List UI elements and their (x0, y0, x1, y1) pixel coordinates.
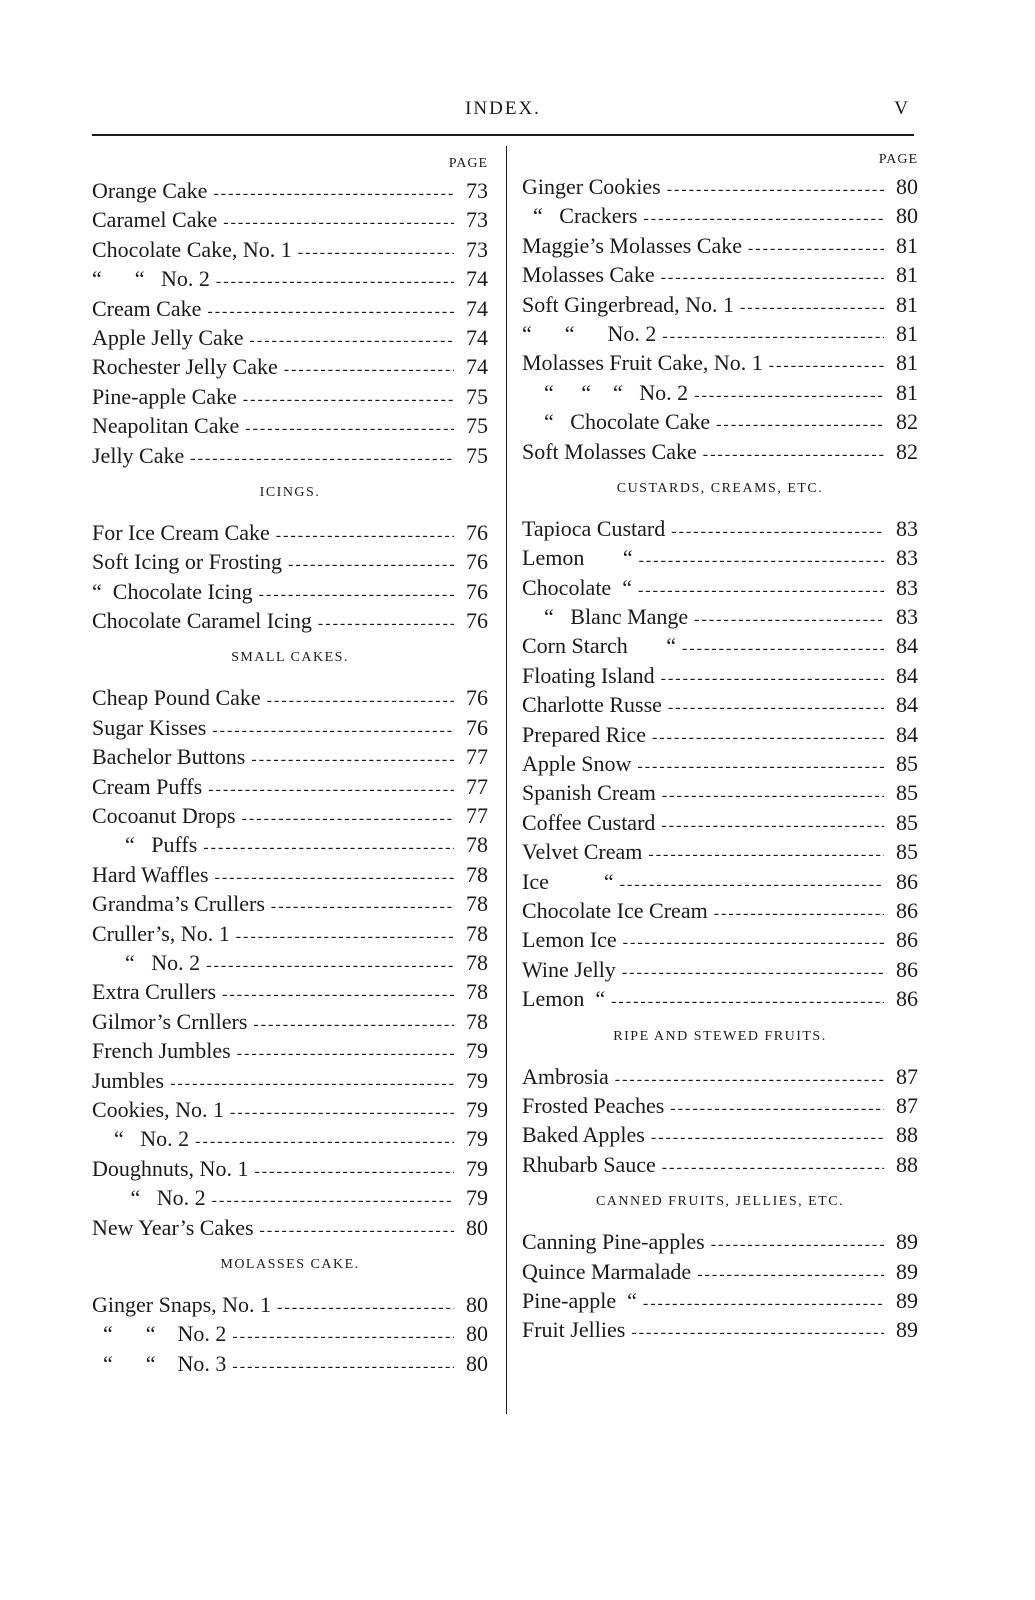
index-entry (92, 264, 488, 293)
entry-page-number: 78 (466, 1008, 488, 1034)
index-entry (92, 411, 488, 440)
entry-name: “ No. 2 (92, 1185, 206, 1211)
index-entry (522, 720, 918, 749)
dot-leader (652, 723, 884, 752)
index-entry (92, 860, 488, 889)
entry-name: Bachelor Buttons (92, 744, 246, 770)
dot-leader (694, 605, 884, 634)
dot-leader (716, 410, 884, 439)
entry-page-number: 78 (466, 861, 488, 887)
entry-name: Cookies, No. 1 (92, 1096, 224, 1122)
entry-page-number: 85 (896, 751, 918, 777)
index-entry (522, 172, 918, 201)
index-entry (92, 176, 488, 205)
right-column (522, 148, 918, 1345)
dot-leader (714, 899, 884, 928)
index-entry (522, 231, 918, 260)
dot-leader (637, 752, 884, 781)
entry-name: “ No. 2 (92, 949, 201, 975)
header-rule (92, 134, 914, 136)
dot-leader (668, 693, 884, 722)
entry-page-number: 85 (896, 780, 918, 806)
index-entry (92, 577, 488, 606)
page-header (92, 98, 914, 128)
index-entry (92, 713, 488, 742)
index-entry (522, 1257, 918, 1286)
entry-name: Caramel Cake (92, 207, 218, 233)
index-entry (92, 294, 488, 323)
dot-leader (638, 576, 884, 605)
page-title: INDEX. (465, 98, 541, 119)
section-heading: CUSTARDS, CREAMS, ETC. (616, 480, 824, 496)
dot-leader (611, 987, 884, 1016)
dot-leader (251, 745, 454, 774)
entry-name: Molasses Cake (522, 262, 655, 288)
dot-leader (254, 1157, 454, 1186)
entry-name: “ “ No. 2 (92, 1321, 227, 1347)
entry-page-number: 83 (896, 604, 918, 630)
dot-leader (703, 440, 884, 469)
entry-name: Spanish Cream (522, 780, 656, 806)
entry-page-number: 78 (466, 891, 488, 917)
entry-page-number: 80 (896, 174, 918, 199)
entry-name: Gilmor’s Crnllers (92, 1008, 248, 1034)
entry-page-number: 74 (466, 266, 488, 292)
entry-name: Ginger Snaps, No. 1 (92, 1291, 272, 1317)
dot-leader (208, 775, 454, 804)
index-entry (92, 235, 488, 264)
index-entry (522, 407, 918, 436)
index-entry (92, 772, 488, 801)
entry-name: Soft Molasses Cake (522, 438, 697, 464)
dot-leader (212, 716, 454, 745)
index-entry (92, 683, 488, 712)
dot-leader (267, 686, 454, 715)
index-entry (92, 382, 488, 411)
index-entry (92, 606, 488, 635)
entry-page-number: 78 (466, 832, 488, 858)
entry-page-number: 81 (896, 320, 918, 346)
entry-page-number: 83 (896, 545, 918, 571)
entry-name: Maggie’s Molasses Cake (522, 232, 742, 258)
index-entry (522, 690, 918, 719)
entry-page-number: 73 (466, 236, 488, 262)
entry-name: Cream Cake (92, 295, 202, 321)
index-entry (522, 378, 918, 407)
entry-name: Molasses Fruit Cake, No. 1 (522, 350, 763, 376)
entry-name: Lemon Ice (522, 927, 617, 953)
dot-leader (661, 664, 884, 693)
entry-name: Ice “ (522, 868, 614, 894)
entry-name: Chocolate Cake, No. 1 (92, 236, 292, 262)
index-entry (522, 661, 918, 690)
dot-leader (253, 1010, 454, 1039)
index-entry (92, 830, 488, 859)
entry-page-number: 76 (466, 685, 488, 711)
index-entry (522, 348, 918, 377)
entry-page-number: 86 (896, 868, 918, 894)
entry-name: “ No. 2 (92, 1126, 190, 1152)
entry-page-number: 81 (896, 350, 918, 376)
entry-page-number: 79 (466, 1126, 488, 1152)
dot-leader (276, 521, 454, 550)
entry-page-number: 89 (896, 1317, 918, 1343)
entry-name: Extra Crullers (92, 979, 217, 1005)
dot-leader (667, 175, 884, 204)
entry-page-number: 73 (466, 207, 488, 233)
entry-page-number: 76 (466, 519, 488, 545)
dot-leader (222, 980, 454, 1009)
entry-name: Fruit Jellies (522, 1317, 626, 1343)
dot-leader (230, 1098, 454, 1127)
dot-leader (697, 1260, 884, 1289)
entry-name: Lemon “ (522, 986, 606, 1012)
entry-name: Lemon “ (522, 545, 633, 571)
entry-name: Ambrosia (522, 1063, 609, 1089)
section-heading: SMALL CAKES. (231, 650, 349, 666)
dot-leader (232, 1352, 454, 1381)
entry-page-number: 78 (466, 949, 488, 975)
entry-page-number: 76 (466, 714, 488, 740)
entry-page-number: 77 (466, 773, 488, 799)
dot-leader (212, 1186, 454, 1215)
section-heading: ICINGS. (259, 484, 321, 500)
index-entry (522, 984, 918, 1013)
entry-page-number: 76 (466, 578, 488, 604)
dot-leader (245, 414, 454, 443)
index-entry (92, 1007, 488, 1036)
index-entry (522, 1315, 918, 1344)
entry-name: Chocolate Caramel Icing (92, 608, 312, 634)
entry-page-number: 82 (896, 438, 918, 464)
entry-name: Jelly Cake (92, 442, 185, 468)
entry-name: Soft Icing or Frosting (92, 549, 283, 575)
dot-leader (170, 1069, 454, 1098)
entry-page-number: 86 (896, 927, 918, 953)
index-entry (92, 889, 488, 918)
dot-leader (651, 1123, 884, 1152)
dot-leader (195, 1127, 454, 1156)
entry-page-number: 77 (466, 803, 488, 829)
dot-leader (623, 928, 884, 957)
entry-name: “ “ No. 3 (92, 1350, 227, 1376)
entry-name: Cream Puffs (92, 773, 203, 799)
entry-name: Pine-apple Cake (92, 383, 237, 409)
entry-page-number: 75 (466, 383, 488, 409)
page-column-label: PAGE (878, 152, 918, 167)
entry-page-number: 88 (896, 1122, 918, 1148)
index-entry (522, 437, 918, 466)
index-entry (522, 925, 918, 954)
entry-name: Cocoanut Drops (92, 803, 236, 829)
entry-page-number: 73 (466, 178, 488, 203)
dot-leader (711, 1230, 884, 1259)
index-entry (92, 1349, 488, 1378)
entry-name: Apple Jelly Cake (92, 324, 244, 350)
index-entry (522, 319, 918, 348)
entry-page-number: 81 (896, 232, 918, 258)
dot-leader (662, 1153, 884, 1182)
index-entry (92, 1319, 488, 1348)
entry-name: Quince Marmalade (522, 1258, 692, 1284)
index-entry (92, 919, 488, 948)
index-entry (522, 1091, 918, 1120)
index-entry (522, 290, 918, 319)
dot-leader (661, 811, 884, 840)
entry-name: Cheap Pound Cake (92, 685, 261, 711)
dot-leader (203, 833, 454, 862)
entry-name: New Year’s Cakes (92, 1214, 254, 1240)
entry-page-number: 80 (466, 1321, 488, 1347)
entry-page-number: 88 (896, 1151, 918, 1177)
dot-leader (250, 326, 454, 355)
dot-leader (215, 863, 454, 892)
index-entry (522, 749, 918, 778)
index-entry (92, 1290, 488, 1319)
entry-page-number: 84 (896, 721, 918, 747)
entry-page-number: 77 (466, 744, 488, 770)
dot-leader (622, 958, 884, 987)
entry-page-number: 75 (466, 442, 488, 468)
dot-leader (277, 1293, 454, 1322)
left-column (92, 152, 488, 1378)
entry-page-number: 80 (466, 1291, 488, 1317)
entry-name: Coffee Custard (522, 809, 656, 835)
index-entry (522, 631, 918, 660)
entry-page-number: 85 (896, 839, 918, 865)
dot-leader (643, 204, 884, 233)
index-entry (92, 441, 488, 470)
entry-page-number: 84 (896, 633, 918, 659)
entry-page-number: 79 (466, 1185, 488, 1211)
dot-leader (242, 804, 454, 833)
entry-name: Sugar Kisses (92, 714, 207, 740)
entry-page-number: 87 (896, 1092, 918, 1118)
dot-leader (769, 351, 884, 380)
index-entry (92, 742, 488, 771)
entry-name: Prepared Rice (522, 721, 646, 747)
dot-leader (670, 1094, 884, 1123)
entry-name: “ Chocolate Icing (92, 578, 253, 604)
index-entry (92, 1213, 488, 1242)
entry-page-number: 81 (896, 262, 918, 288)
dot-leader (288, 550, 454, 579)
dot-leader (661, 263, 884, 292)
index-entry (522, 602, 918, 631)
index-entry (522, 955, 918, 984)
entry-page-number: 78 (466, 920, 488, 946)
index-entry (522, 867, 918, 896)
dot-leader (243, 385, 454, 414)
dot-leader (615, 1065, 884, 1094)
entry-name: Apple Snow (522, 751, 632, 777)
entry-name: “ Puffs (92, 832, 198, 858)
index-entry (522, 1286, 918, 1315)
index-entry (522, 896, 918, 925)
dot-leader (259, 580, 454, 609)
entry-name: Chocolate “ (522, 574, 632, 600)
index-entry (522, 573, 918, 602)
entry-page-number: 86 (896, 956, 918, 982)
entry-name: Tapioca Custard (522, 515, 666, 541)
index-entry (92, 948, 488, 977)
entry-page-number: 82 (896, 409, 918, 435)
entry-page-number: 87 (896, 1063, 918, 1089)
dot-leader (671, 517, 884, 546)
entry-page-number: 83 (896, 574, 918, 600)
entry-name: Rochester Jelly Cake (92, 354, 278, 380)
dot-leader (237, 1039, 454, 1068)
entry-name: Ginger Cookies (522, 174, 661, 199)
entry-page-number: 79 (466, 1038, 488, 1064)
column-divider (506, 146, 507, 1414)
dot-leader (207, 297, 454, 326)
entry-name: For Ice Cream Cake (92, 519, 270, 545)
entry-page-number: 83 (896, 515, 918, 541)
dot-leader (643, 1289, 884, 1318)
index-entry (92, 1183, 488, 1212)
entry-page-number: 74 (466, 324, 488, 350)
dot-leader (298, 238, 454, 267)
entry-page-number: 76 (466, 549, 488, 575)
index-entry (92, 977, 488, 1006)
entry-name: Grandma’s Crullers (92, 891, 265, 917)
entry-name: Cruller’s, No. 1 (92, 920, 230, 946)
dot-leader (213, 179, 454, 208)
index-entry (92, 1036, 488, 1065)
entry-name: Baked Apples (522, 1122, 645, 1148)
index-entry (92, 205, 488, 234)
dot-leader (236, 922, 454, 951)
dot-leader (620, 870, 884, 899)
index-entry (522, 778, 918, 807)
index-entry (522, 1120, 918, 1149)
entry-name: Doughnuts, No. 1 (92, 1155, 249, 1181)
entry-name: Floating Island (522, 662, 655, 688)
index-entry (522, 1150, 918, 1179)
entry-page-number: 78 (466, 979, 488, 1005)
dot-leader (260, 1216, 454, 1245)
index-entry (522, 514, 918, 543)
entry-name: French Jumbles (92, 1038, 231, 1064)
entry-page-number: 81 (896, 291, 918, 317)
dot-leader (748, 234, 884, 263)
section-heading: MOLASSES CAKE. (220, 1256, 360, 1272)
entry-page-number: 86 (896, 986, 918, 1012)
entry-page-number: 79 (466, 1096, 488, 1122)
entry-name: “ Blanc Mange (522, 604, 689, 630)
entry-name: Hard Waffles (92, 861, 209, 887)
entry-name: “ Chocolate Cake (522, 409, 711, 435)
entry-page-number: 84 (896, 692, 918, 718)
entry-name: Soft Gingerbread, No. 1 (522, 291, 735, 317)
entry-name: Charlotte Russe (522, 692, 662, 718)
entry-name: Chocolate Ice Cream (522, 897, 708, 923)
index-entry (92, 547, 488, 576)
dot-leader (662, 322, 884, 351)
dot-leader (648, 840, 884, 869)
dot-leader (662, 781, 884, 810)
dot-leader (318, 609, 454, 638)
entry-name: “ “ No. 2 (92, 266, 210, 292)
page-number: V (894, 98, 908, 119)
entry-page-number: 85 (896, 809, 918, 835)
entry-page-number: 79 (466, 1067, 488, 1093)
dot-leader (682, 634, 884, 663)
dot-leader (216, 267, 454, 296)
entry-name: Wine Jelly (522, 956, 616, 982)
entry-name: Orange Cake (92, 178, 208, 203)
entry-name: “ “ “ No. 2 (522, 379, 689, 405)
entry-name: Jumbles (92, 1067, 165, 1093)
entry-page-number: 79 (466, 1155, 488, 1181)
section-heading: CANNED FRUITS, JELLIES, ETC. (595, 1194, 845, 1210)
index-entry (522, 1062, 918, 1091)
entry-page-number: 89 (896, 1229, 918, 1255)
entry-name: Velvet Cream (522, 839, 643, 865)
entry-page-number: 89 (896, 1258, 918, 1284)
index-entry (92, 518, 488, 547)
index-entry (522, 201, 918, 230)
entry-name: Rhubarb Sauce (522, 1151, 656, 1177)
index-entry (522, 837, 918, 866)
index-entry (92, 1124, 488, 1153)
index-entry (92, 323, 488, 352)
entry-page-number: 74 (466, 295, 488, 321)
entry-name: Pine-apple “ (522, 1287, 637, 1313)
entry-page-number: 80 (466, 1350, 488, 1376)
dot-leader (190, 444, 454, 473)
index-entry (92, 801, 488, 830)
index-entry (92, 1095, 488, 1124)
index-entry (92, 1066, 488, 1095)
dot-leader (694, 381, 884, 410)
index-entry (522, 808, 918, 837)
entry-page-number: 86 (896, 897, 918, 923)
entry-name: Corn Starch “ (522, 633, 676, 659)
entry-name: “ “ No. 2 (522, 320, 657, 346)
index-entry (522, 260, 918, 289)
dot-leader (284, 355, 454, 384)
dot-leader (271, 892, 454, 921)
dot-leader (631, 1318, 884, 1347)
entry-page-number: 84 (896, 662, 918, 688)
dot-leader (232, 1322, 454, 1351)
dot-leader (223, 208, 454, 237)
entry-name: “ Crackers (522, 203, 638, 229)
entry-page-number: 74 (466, 354, 488, 380)
section-heading: RIPE AND STEWED FRUITS. (613, 1028, 827, 1044)
index-entry (522, 543, 918, 572)
index-entry (522, 1227, 918, 1256)
entry-name: Neapolitan Cake (92, 413, 240, 439)
entry-name: Canning Pine-apples (522, 1229, 705, 1255)
dot-leader (206, 951, 454, 980)
dot-leader (639, 546, 884, 575)
entry-page-number: 80 (896, 203, 918, 229)
entry-page-number: 89 (896, 1287, 918, 1313)
entry-page-number: 76 (466, 608, 488, 634)
index-entry (92, 1154, 488, 1183)
page-column-label: PAGE (448, 156, 488, 171)
entry-page-number: 80 (466, 1214, 488, 1240)
entry-name: Frosted Peaches (522, 1092, 665, 1118)
dot-leader (740, 293, 884, 322)
entry-page-number: 81 (896, 379, 918, 405)
index-entry (92, 352, 488, 381)
entry-page-number: 75 (466, 413, 488, 439)
